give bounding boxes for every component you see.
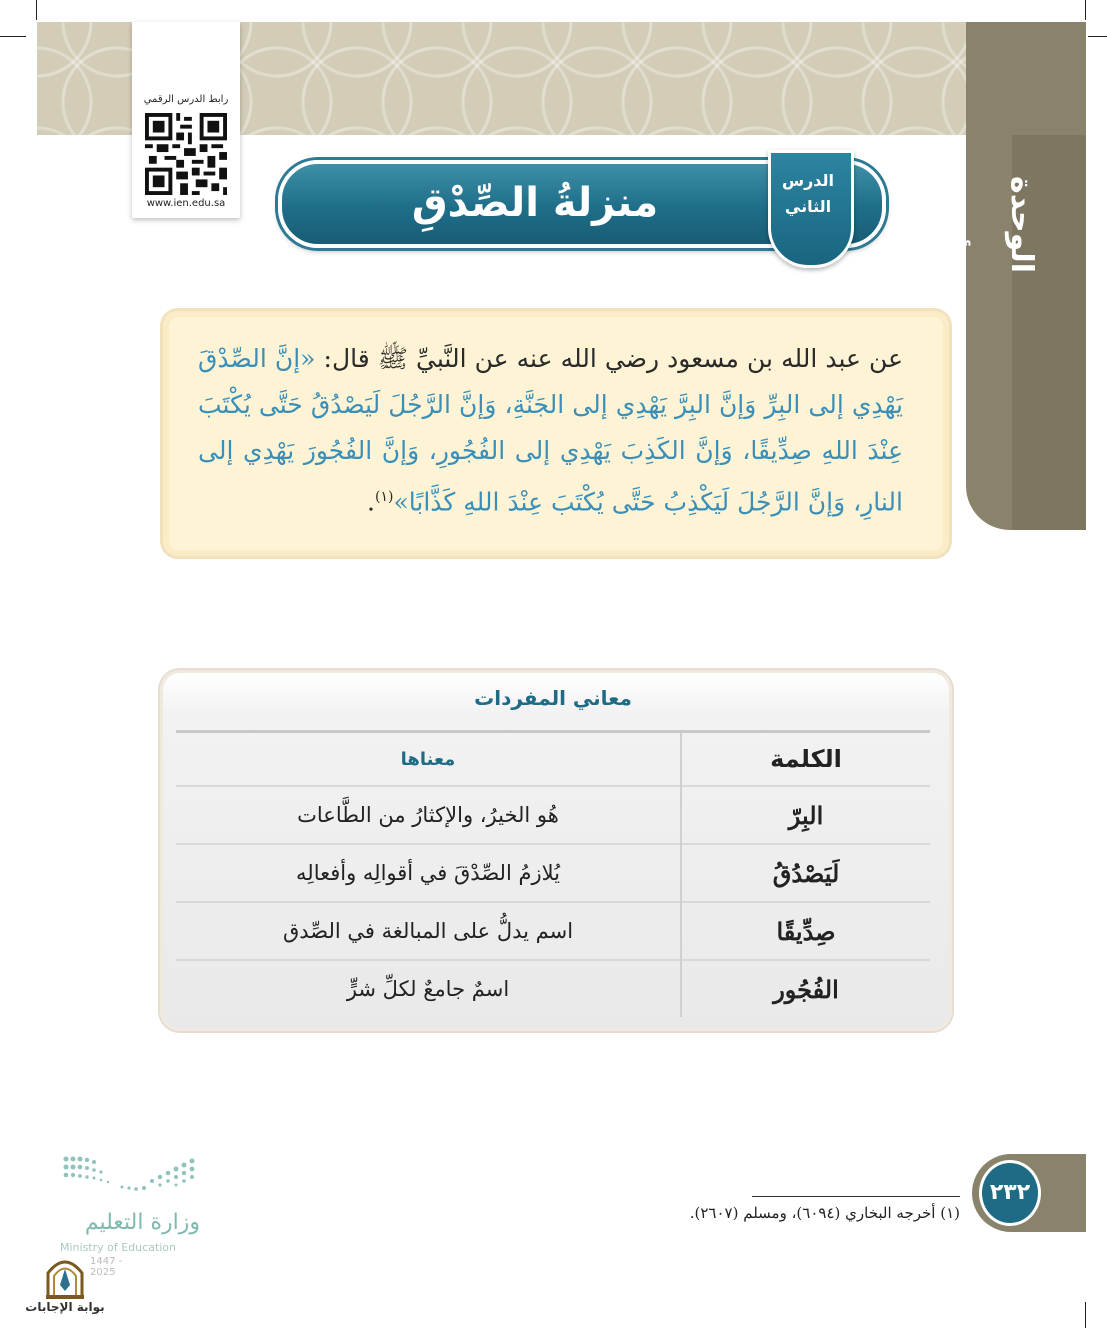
table-row: [176, 902, 930, 960]
lesson-label-line2: الثاني: [784, 197, 832, 216]
vocabulary-heading: معاني المفردات: [474, 686, 632, 710]
qr-label: رابط الدرس الرقمي: [143, 94, 229, 105]
hadith-end: .: [367, 487, 375, 517]
crop-mark: [0, 36, 26, 37]
footnote-ref: (١): [374, 489, 394, 505]
portal-label: بوابة الإجابات: [25, 1300, 105, 1314]
column-header-meaning: معناها: [176, 732, 681, 787]
hadith-intro: عن عبد الله بن مسعود رضي الله عنه عن النَّبيِّ ﷺ قال:: [315, 344, 904, 373]
crop-mark: [36, 0, 37, 20]
vocab-word: صِدِّيقًا: [681, 902, 930, 960]
table-row: [176, 786, 930, 844]
footnote-divider: [752, 1196, 960, 1197]
page-number: ٢٣٢: [989, 1180, 1031, 1205]
lesson-title: منزلةُ الصِّدْقِ: [411, 180, 659, 226]
vocab-meaning: هُو الخيرُ، والإكثارُ من الطَّاعات: [176, 786, 681, 844]
vocab-word: البِرّ: [681, 786, 930, 844]
vocab-meaning: اسم يدلُّ على المبالغة في الصِّدق: [176, 902, 681, 960]
vocab-word: الفُجُور: [681, 960, 930, 1017]
qr-url[interactable]: www.ien.edu.sa: [146, 198, 226, 209]
ministry-year: 1447 - 2025: [90, 1256, 123, 1278]
footnote: (١) أخرجه البخاري (٦٠٩٤)، ومسلم (٢٦٠٧).: [689, 1204, 960, 1222]
qr-code-icon[interactable]: [145, 113, 227, 195]
hadith-quote: «إنَّ الصِّدْقَ يَهْدِي إلى البِرِّ وَإنَّ البِرَّ يَهْدِي إلى الجَنَّةِ، وَإنَّ الرَّجُلَ لَيَصْدُقُ حَتَّى يُكْتَبَ عِنْدَ اللهِ صِدِّيقًا، وَإنَّ الكَذِبَ يَهْدِي إلى الفُجُورِ، وَإنَّ الفُجُورَ يَهْدِي إلى النارِ، وَإنَّ الرَّجُلَ لَيَكْذِبُ حَتَّى يُكْتَبَ عِنْدَ اللهِ كَذَّابًا»: [198, 344, 903, 517]
vocabulary-table: [176, 730, 930, 1017]
vocab-meaning: يُلازمُ الصِّدْقَ في أقوالِه وأفعالِه: [176, 844, 681, 902]
hadith-text: [198, 336, 903, 525]
vocab-word: لَيَصْدُقُ: [681, 844, 930, 902]
portal-logo-icon: [44, 1255, 86, 1299]
unit-title: الوحدة الأولى: [934, 176, 1039, 274]
ministry-logo-icon: [62, 1155, 197, 1199]
crop-mark: [1088, 36, 1107, 37]
ministry-name-english: Ministry of Education: [60, 1241, 177, 1254]
vocab-meaning: اسمٌ جامعٌ لكلِّ شرٍّ: [176, 960, 681, 1017]
lesson-number-label: [770, 168, 846, 220]
crop-mark: [1085, 0, 1086, 20]
table-row: [176, 844, 930, 902]
ministry-name-arabic: وزارة التعليم: [84, 1210, 200, 1235]
crop-mark: [1085, 1302, 1086, 1328]
table-header-row: [176, 732, 930, 787]
table-row: [176, 960, 930, 1017]
column-header-word: الكلمة: [681, 732, 930, 787]
lesson-label-line1: الدرس: [781, 171, 835, 190]
